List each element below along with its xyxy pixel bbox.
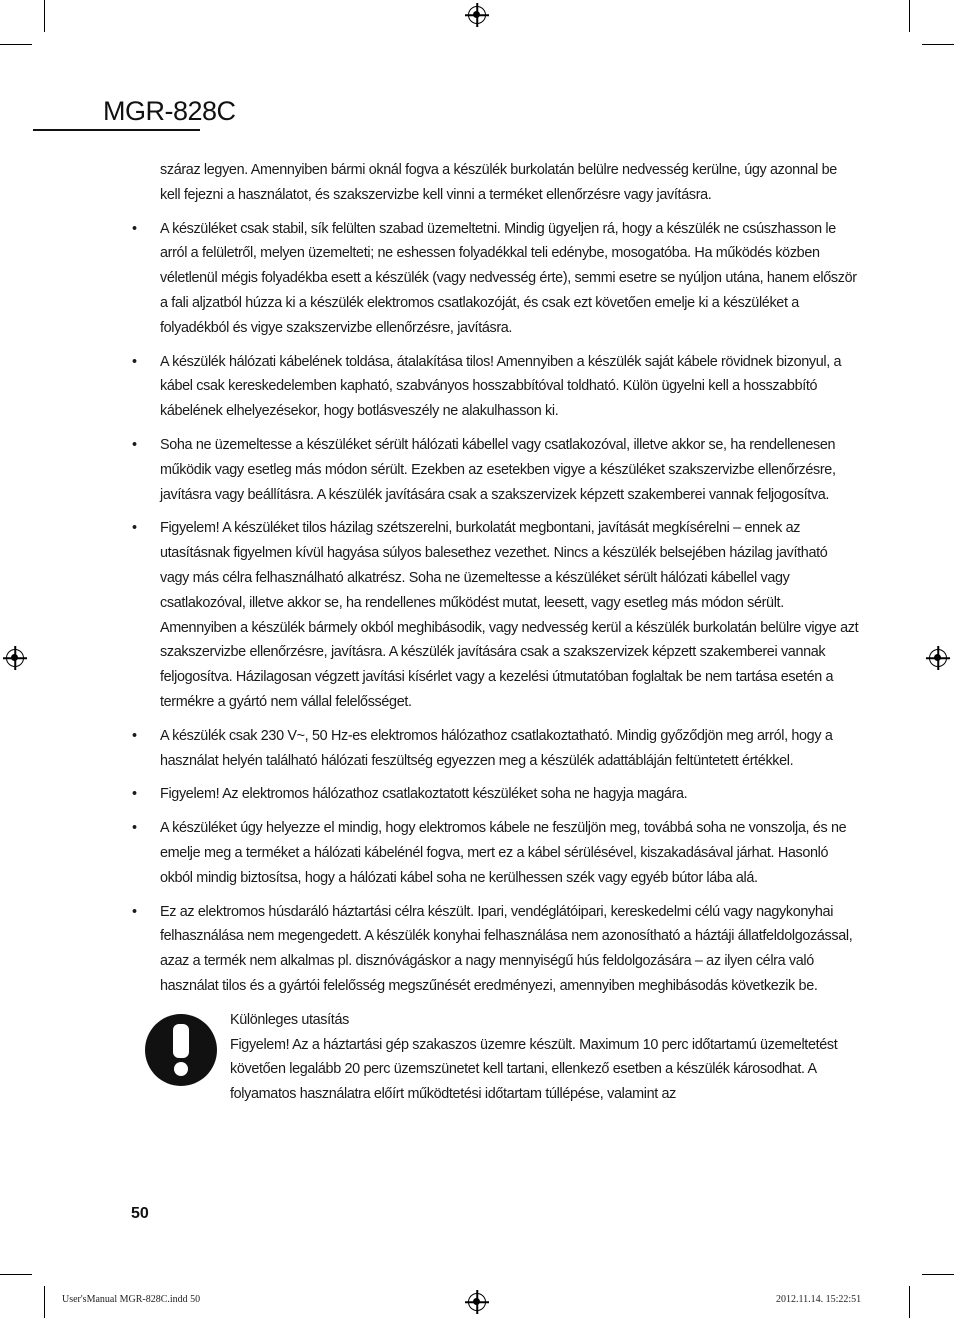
special-notice [230, 1008, 860, 1107]
crop-mark [44, 0, 45, 32]
crop-mark [909, 0, 910, 32]
page-content [132, 158, 860, 1107]
bullet-mark: • [132, 786, 137, 803]
registration-mark-icon [468, 6, 486, 24]
list-item-text: Soha ne üzemeltesse a készüléket sérült hálózati kábellel vagy csatlakozóval, illetve akkor se, ha rendellenesen működik vagy esetleg más módon sérült. Ezekben az esetekben vigye a készüléket szakszervizbe ellenőrzésre, javításra vagy beállításra. A készülék javítására csak a szakszervizek képzett szakemberei vannak feljogosítva. [160, 436, 836, 503]
bullet-mark: • [132, 820, 137, 837]
list-item [132, 217, 860, 341]
list-item-text: A készülék csak 230 V~, 50 Hz-es elektromos hálózathoz csatlakoztatható. Mindig győződjön meg arról, hogy a használat helyén található hálózati feszültség egyezzen meg a készülék adattábláján feltüntetett értékkel. [160, 727, 833, 769]
crop-mark [922, 44, 954, 45]
bullet-mark: • [132, 903, 137, 920]
model-title: MGR-828C [103, 96, 236, 126]
list-item [132, 816, 860, 890]
list-item [132, 782, 860, 807]
bullet-mark: • [132, 353, 137, 370]
crop-mark [909, 1286, 910, 1318]
list-item-text: Ez az elektromos húsdaráló háztartási célra készült. Ipari, vendéglátóipari, kereskedelmi célú vagy nagykonyhai felhasználása nem megengedett. A készülék konyhai felhasználása nem azonosítható a háztáji állatfeldolgozással, azaz a termék nem alkalmas pl. disznóvágáskor a nagy mennyiségű hús feldolgozására – az ilyen célra való használat tilos és a gyártói felelősség megszűnését eredményezi, amennyiben meghibásodás következik be. [160, 903, 853, 994]
crop-mark [922, 1274, 954, 1275]
list-item-text: Figyelem! Az elektromos hálózathoz csatlakoztatott készüléket soha ne hagyja magára. [160, 786, 688, 803]
bullet-mark: • [132, 727, 137, 744]
registration-mark-icon [468, 1293, 486, 1311]
registration-mark-icon [929, 649, 947, 667]
notice-text: Figyelem! Az a háztartási gép szakaszos üzemre készült. Maximum 10 perc időtartamú üzemeltetést követően legalább 20 perc üzemszünetet kell tartani, ellenkező esetben a készülék károsodhat. A folyamatos használatra előírt működtetési időtartam túllépése, valamint az [230, 1036, 838, 1103]
list-item-text: A készüléket csak stabil, sík felülten szabad üzemeltetni. Mindig ügyeljen rá, hogy a készülék ne csúszhasson le arról a felületről, melyen üzemelteti; ne eshessen folyadékkal teli edénybe, mosogatóba. Ha működés közben véletlenül mégis folyadékba esett a készülék (vagy nedvesség érte), semmi esetre se nyúljon utána, hanem először a fali aljzatból húzza ki a készülék elektromos csatlakozóját, és csak ezt követően emelje ki a készüléket a folyadékból és vigye szakszervizbe ellenőrzésre, javításra. [160, 220, 857, 336]
lead-paragraph: száraz legyen. Amennyiben bármi oknál fogva a készülék burkolatán belülre nedvesség kerülne, úgy azonnal be kell fejezni a használatot, és szakszervizbe kell vinni a terméket ellenőrzésre vagy javításra. [160, 162, 837, 203]
header-rule [33, 129, 200, 131]
list-item-text: Figyelem! A készüléket tilos házilag szétszerelni, burkolatát megbontani, javítását megkísérelni – ennek az utasításnak figyelmen kívül hagyása súlyos balesethez vezethet. Nincs a készülék belsejében házilag javítható vagy más célra felhasználható alkatrész. Soha ne üzemeltesse a készüléket sérült hálózati kábellel vagy csatlakozóval, illetve akkor se, ha rendellenes működést mutat, leesett, vagy esetleg más módon sérült. Amennyiben a készülék bármely okból meghibásodik, vagy nedvesség kerül a készülék burkolatán belülre vigye azt szakszervizbe ellenőrzésre, javításra. A készülék javítására csak a szakszervizek képzett szakemberei vannak feljogosítva. Házilagosan végzett javítási kísérlet vagy a kezelési útmutatóban foglaltak be nem tartása esetén a termékre a gyártó nem vállal felelősséget. [160, 520, 859, 710]
bullet-mark: • [132, 520, 137, 537]
footer-timestamp: 2012.11.14. 15:22:51 [776, 1294, 862, 1305]
list-item-text: A készüléket úgy helyezze el mindig, hogy elektromos kábele ne feszüljön meg, továbbá soha ne vonszolja, és ne emelje meg a terméket a hálózati kábelénél fogva, mert ez a kábel sérülésével, kiszakadásával járhat. Hasonló okból mindig biztosítsa, hogy a hálózati kábel soha ne kerülhessen szék vagy egyéb bútor lába alá. [160, 820, 847, 886]
footer-file-info: User'sManual MGR-828C.indd 50 [62, 1294, 201, 1305]
registration-mark-icon [6, 649, 24, 667]
crop-mark [0, 1274, 32, 1275]
list-item [132, 350, 860, 424]
bullet-mark: • [132, 220, 137, 237]
list-item [132, 516, 860, 714]
crop-mark [0, 44, 32, 45]
list-item-text: A készülék hálózati kábelének toldása, átalakítása tilos! Amennyiben a készülék saját kábele rövidnek bizonyul, a kábel csak kereskedelemben kapható, szabványos hosszabbítóval toldható. Külön ügyelni kell a hosszabbító kábelének elhelyezésekor, hogy botlásveszély ne alakulhasson ki. [160, 353, 842, 420]
bullet-mark: • [132, 436, 137, 453]
list-item [132, 724, 860, 774]
notice-title: Különleges utasítás [230, 1011, 349, 1028]
list-item [132, 900, 860, 999]
list-item [132, 433, 860, 507]
crop-mark [44, 1286, 45, 1318]
exclamation-icon [145, 1014, 217, 1086]
page-number: 50 [131, 1205, 149, 1222]
